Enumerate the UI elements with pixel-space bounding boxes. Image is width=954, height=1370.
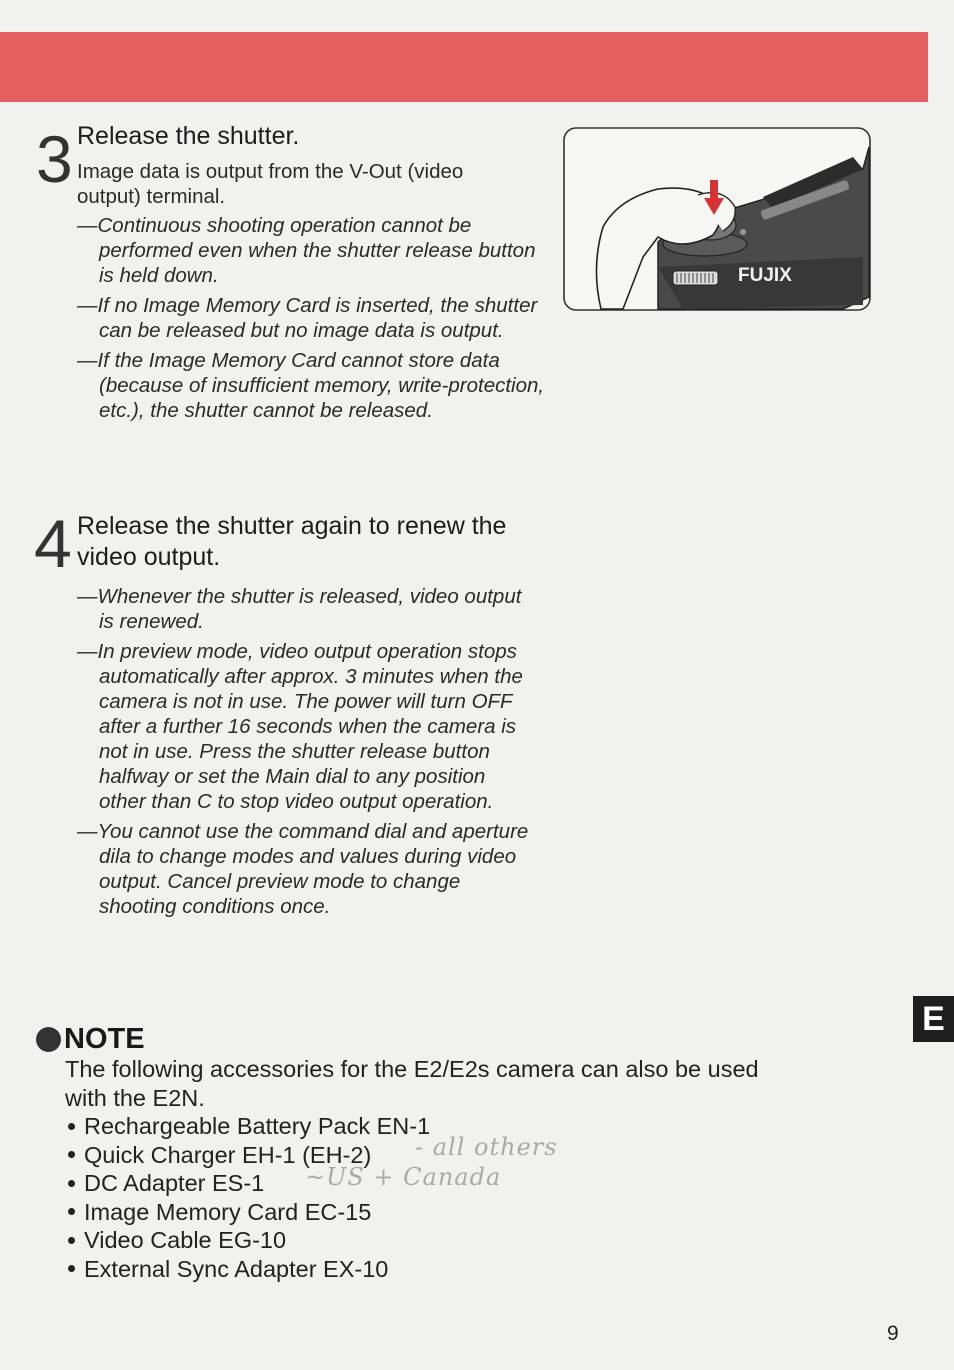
step-3-number: 3 <box>36 122 73 196</box>
header-band <box>0 32 928 102</box>
step-4-title: Release the shutter again to renew the video output. <box>77 512 507 571</box>
list-item: Quick Charger EH-1 (EH-2) <box>65 1141 430 1170</box>
bullet-icon <box>68 1151 75 1158</box>
note-heading <box>36 1022 145 1056</box>
step-3-body: Image data is output from the V-Out (video output) terminal. <box>77 160 464 208</box>
list-item: DC Adapter ES-1 <box>65 1169 430 1198</box>
bullet-icon <box>68 1123 75 1130</box>
note-heading-label: NOTE <box>64 1023 145 1055</box>
page-number: 9 <box>887 1322 899 1345</box>
handwritten-annotation: - all others <box>415 1133 558 1161</box>
step-4-number: 4 <box>34 506 72 582</box>
step-4-notes <box>77 584 537 924</box>
note-item: —You cannot use the command dial and aperture dila to change modes and values during video output. Cancel preview mode to change shooting conditions once. <box>77 820 529 918</box>
note-intro: The following accessories for the E2/E2s camera can also be used with the E2N. <box>65 1056 759 1111</box>
note-item: —If the Image Memory Card cannot store data (because of insufficient memory, write-protection, etc.), the shutter cannot be released. <box>77 349 545 422</box>
list-item: Video Cable EG-10 <box>65 1226 430 1255</box>
handwritten-annotation: ~US + Canada <box>305 1163 502 1191</box>
list-item: Image Memory Card EC-15 <box>65 1198 430 1227</box>
bullet-icon <box>68 1180 75 1187</box>
bullet-icon <box>68 1208 75 1215</box>
language-tab: E <box>913 996 954 1042</box>
bullet-icon <box>68 1237 75 1244</box>
note-item: —In preview mode, video output operation stops automatically after approx. 3 minutes when the camera is not in use. The power will turn OFF after a further 16 seconds when the camera is not in use. Press the shutter release button halfway or set the Main dial to any position other than C to stop video output operation. <box>77 640 523 813</box>
list-item: External Sync Adapter EX-10 <box>65 1255 430 1284</box>
bullet-icon <box>68 1265 75 1272</box>
fujix-logo: FUJIX <box>738 265 792 286</box>
list-item: Rechargeable Battery Pack EN-1 <box>65 1112 430 1141</box>
camera-shutter-illustration <box>563 127 871 311</box>
note-item: —Whenever the shutter is released, video output is renewed. <box>77 585 522 633</box>
step-3-title: Release the shutter. <box>77 122 300 150</box>
note-item: —Continuous shooting operation cannot be performed even when the shutter release button is held down. <box>77 214 536 287</box>
accessory-list <box>65 1112 430 1283</box>
bullet-dot-icon <box>36 1027 61 1052</box>
note-item: —If no Image Memory Card is inserted, the shutter can be released but no image data is output. <box>77 294 538 342</box>
step-3-notes <box>77 213 552 428</box>
